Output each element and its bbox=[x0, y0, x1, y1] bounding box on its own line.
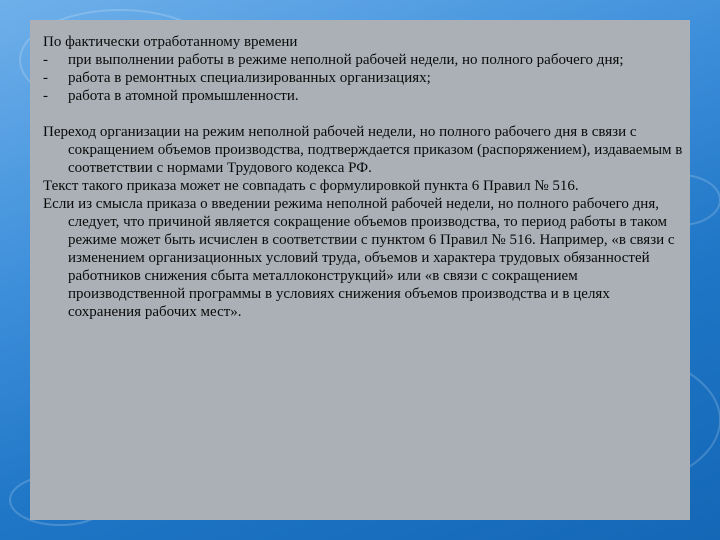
document-text bbox=[43, 33, 683, 321]
bullet-marker: - bbox=[43, 70, 48, 86]
paragraph-transition: Переход организации на режим неполной рабочей недели, но полного рабочего дня в связи с сокращением объемов производства, подтверждается приказом (распоряжением), издаваемым в соответствии с нормами Трудового кодекса РФ. bbox=[43, 124, 683, 176]
paragraph-order-text: Текст такого приказа может не совпадать с формулировкой пункта 6 Правил № 516. bbox=[43, 178, 579, 194]
list-item bbox=[43, 87, 683, 105]
intro-heading: По фактически отработанному времени bbox=[43, 34, 298, 50]
paragraph-example: Если из смысла приказа о введении режима неполной рабочей недели, но полного рабочего дня, следует, что причиной является сокращение объемов производства, то период работы в таком режиме может быть исчислен в соответствии с пунктом 6 Правил № 516. Например, «в связи с изменением организационных условий труда, объемов и характера трудовых обязанностей работников снижения сбыта металлоконструкций» или «в связи с сокращением производственной программы в условиях снижения объемов производства и в целях сохранения рабочих мест». bbox=[43, 196, 675, 320]
bullet-text: работа в ремонтных специализированных организациях; bbox=[68, 70, 431, 86]
bullet-marker: - bbox=[43, 52, 48, 68]
spacer bbox=[43, 105, 683, 123]
list-item bbox=[43, 69, 683, 87]
bullet-marker: - bbox=[43, 88, 48, 104]
list-item bbox=[43, 51, 683, 69]
bullet-text: при выполнении работы в режиме неполной рабочей недели, но полного рабочего дня; bbox=[68, 52, 624, 68]
bullet-text: работа в атомной промышленности. bbox=[68, 88, 299, 104]
